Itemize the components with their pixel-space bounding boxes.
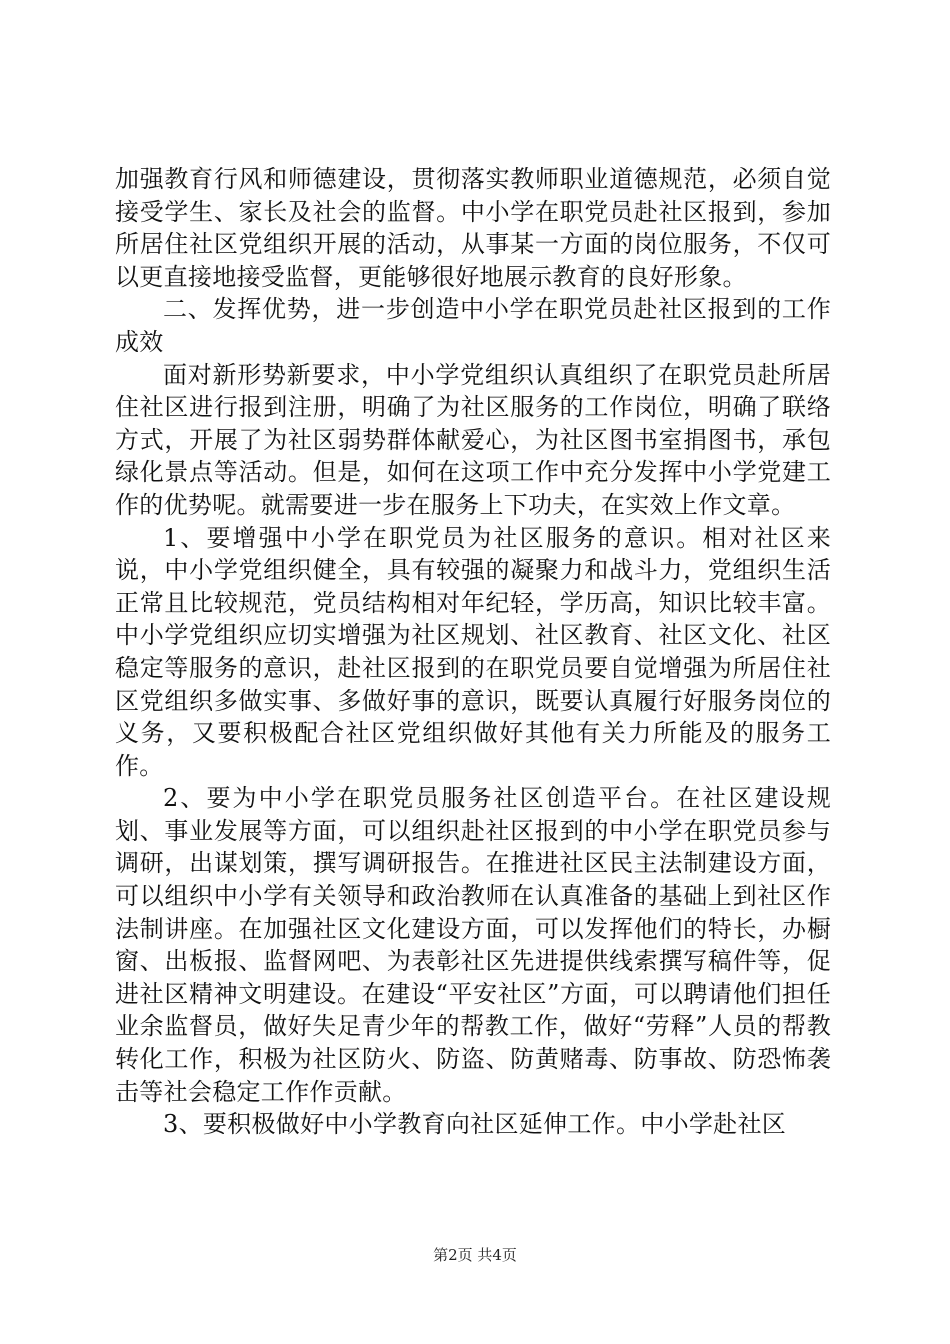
paragraph-point-3: 3、要积极做好中小学教育向社区延伸工作。中小学赴社区 (163, 1110, 787, 1139)
paragraph-point-2: 2、要为中小学在职党员服务社区创造平台。在社区建设规划、事业发展等方面，可以组织赴社区报到的中小学在职党员参与调研，出谋划策，撰写调研报告。在推进社区民主法制建设方面，可以组织中小学有关领导和政治教师在认真准备的基础上到社区作法制讲座。在加强社区文化建设方面，可以发挥他们的特长，办橱窗、出板报、监督网吧、为表彰社区先进提供线索撰写稿件等，促进社区精神文明建设。在建设“平安社区”方面，可以聘请他们担任业余监督员，做好失足青少年的帮教工作，做好“劳释”人员的帮教转化工作，积极为社区防火、防盗、防黄赌毒、防事故、防恐怖袭击等社会稳定工作作贡献。 (115, 784, 831, 1106)
paragraph-1: 加强教育行风和师德建设，贯彻落实教师职业道德规范，必须自觉接受学生、家长及社会的监督。中小学在职党员赴社区报到，参加所居住社区党组织开展的活动，从事某一方面的岗位服务，不仅可以更直接地接受监督，更能够很好地展示教育的良好形象。 (115, 165, 831, 291)
paragraph-2: 面对新形势新要求，中小学党组织认真组织了在职党员赴所居住社区进行报到注册，明确了为社区服务的工作岗位，明确了联络方式，开展了为社区弱势群体献爱心，为社区图书室捐图书，承包绿化景点等活动。但是，如何在这项工作中充分发挥中小学党建工作的优势呢。就需要进一步在服务上下功夫，在实效上作文章。 (115, 360, 831, 519)
document-body (115, 163, 831, 1141)
paragraph-point-1: 1、要增强中小学在职党员为社区服务的意识。相对社区来说，中小学党组织健全，具有较强的凝聚力和战斗力，党组织生活正常且比较规范，党员结构相对年纪轻，学历高，知识比较丰富。中小学党组织应切实增强为社区规划、社区教育、社区文化、社区稳定等服务的意识，赴社区报到的在职党员要自觉增强为所居住社区党组织多做实事、多做好事的意识，既要认真履行好服务岗位的义务，又要积极配合社区党组织做好其他有关力所能及的服务工作。 (115, 523, 831, 780)
page-number-footer: 第2页 共4页 (433, 1246, 517, 1264)
section-heading: 二、发挥优势，进一步创造中小学在职党员赴社区报到的工作成效 (115, 295, 831, 356)
